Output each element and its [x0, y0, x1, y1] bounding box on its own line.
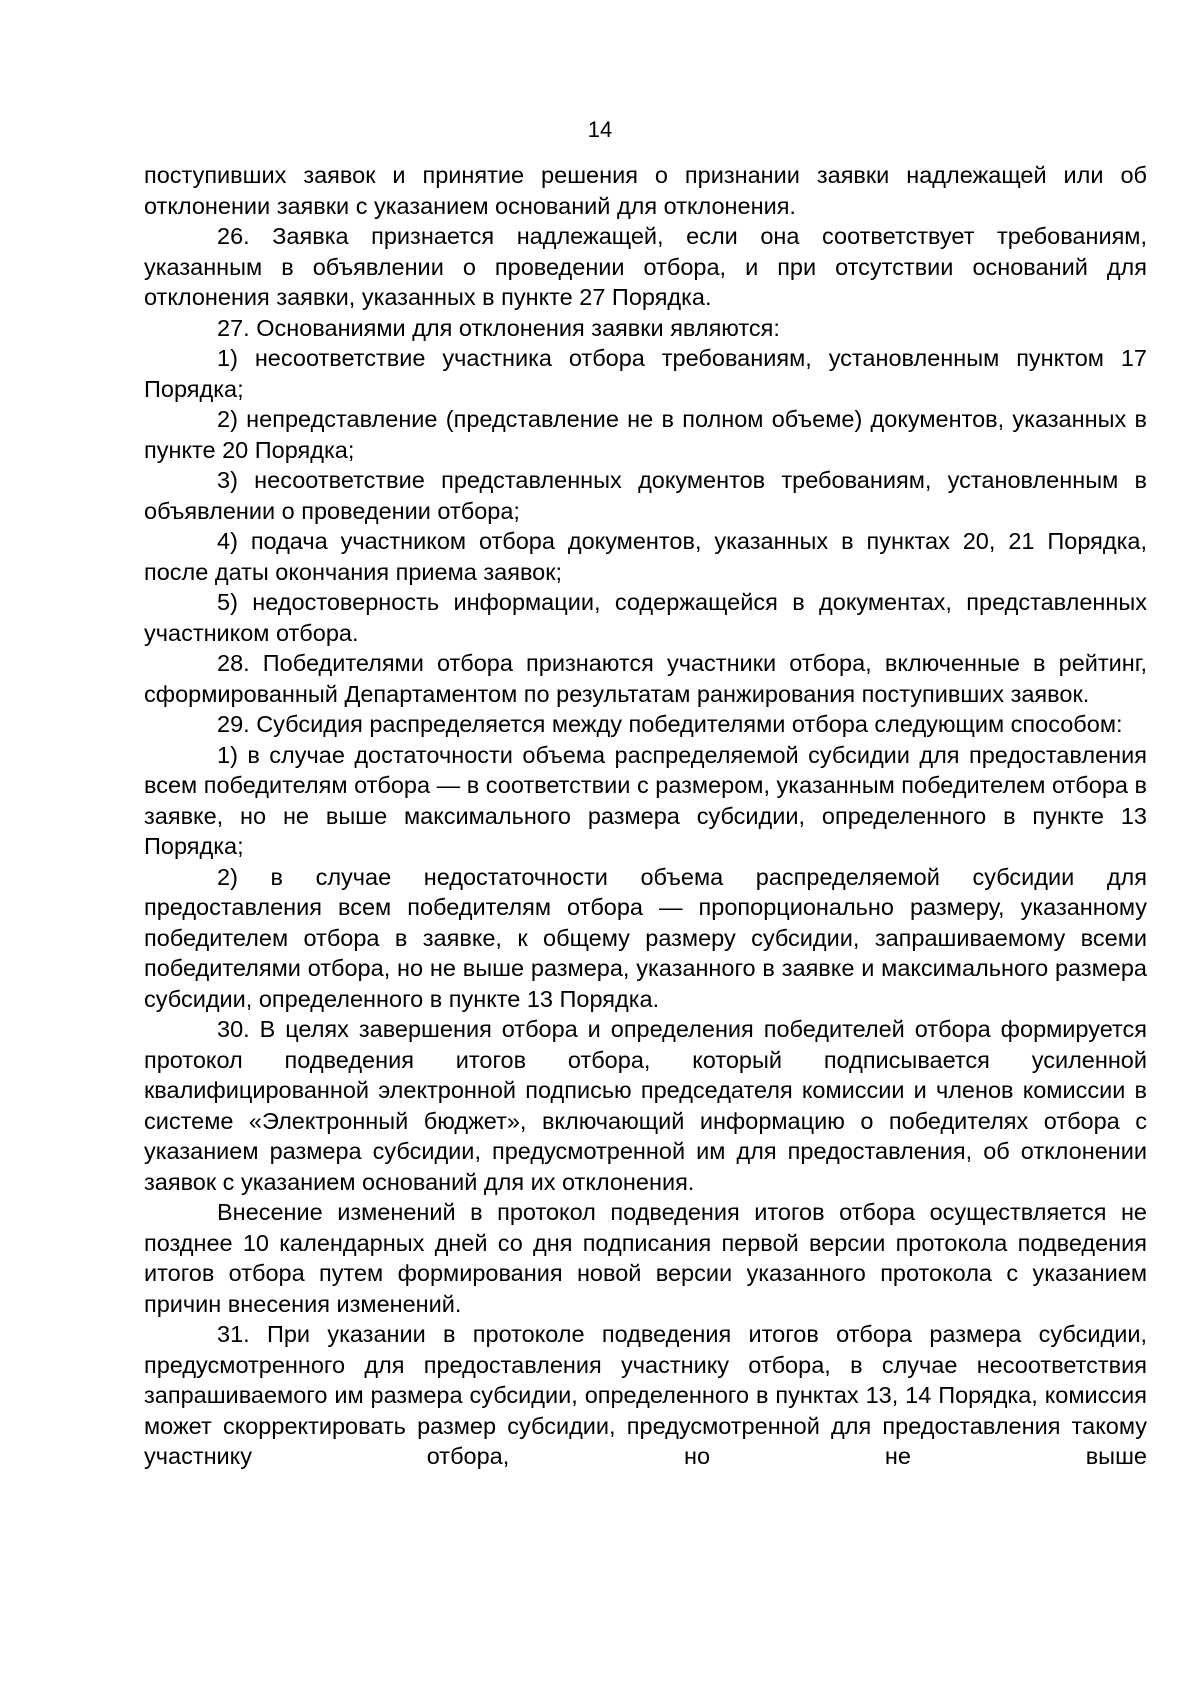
page-number: 14 [587, 117, 613, 142]
paragraph: 2) непредставление (представление не в полном объеме) документов, указанных в пункте 20 Порядка; [144, 406, 1147, 463]
document-body [144, 160, 1147, 1472]
paragraph: 27. Основаниями для отклонения заявки являются: [217, 314, 780, 341]
paragraph: 1) в случае достаточности объема распределяемой субсидии для предоставления всем победителям отбора — в соответствии с размером, указанным победителем отбора в заявке, но не выше максимального размера субсидии, определенного в пункте 13 Порядка; [144, 741, 1147, 859]
paragraph: 4) подача участником отбора документов, указанных в пунктах 20, 21 Порядка, после даты окончания приема заявок; [144, 528, 1147, 585]
paragraph: 29. Субсидия распределяется между победителями отбора следующим способом: [217, 711, 1123, 737]
paragraph: 28. Победителями отбора признаются участники отбора, включенные в рейтинг, сформированный Департаментом по результатам ранжирования поступивших заявок. [144, 650, 1147, 707]
paragraph: 31. При указании в протоколе подведения итогов отбора размера субсидии, предусмотренного для предоставления участнику отбора, в случае несоответствия запрашиваемого им размера субсидии, определенного в пунктах 13, 14 Порядка, комиссия может скорректировать размер субсидии, предусмотренной для предоставления такому участнику отбора, но не выше [144, 1321, 1147, 1469]
paragraph: 3) несоответствие представленных документов требованиям, установленным в объявлении о проведении отбора; [144, 467, 1147, 524]
paragraph: 26. Заявка признается надлежащей, если она соответствует требованиям, указанным в объявлении о проведении отбора, и при отсутствии оснований для отклонения заявки, указанных в пункте 27 Порядка. [144, 223, 1147, 310]
paragraph: 30. В целях завершения отбора и определения победителей отбора формируется протокол подведения итогов отбора, который подписывается усиленной квалифицированной электронной подписью председателя комиссии и членов комиссии в системе «Электронный бюджет», включающий информацию о победителях отбора с указанием размера субсидии, предусмотренной им для предоставления, об отклонении заявок с указанием оснований для их отклонения. [144, 1016, 1147, 1195]
paragraph: 1) несоответствие участника отбора требованиям, установленным пунктом 17 Порядка; [144, 345, 1147, 402]
paragraph: поступивших заявок и принятие решения о признании заявки надлежащей или об отклонении заявки с указанием оснований для отклонения. [144, 162, 1147, 219]
paragraph: Внесение изменений в протокол подведения итогов отбора осуществляется не позднее 10 календарных дней со дня подписания первой версии протокола подведения итогов отбора путем формирования новой версии указанного протокола с указанием причин внесения изменений. [144, 1199, 1147, 1317]
paragraph: 2) в случае недостаточности объема распределяемой субсидии для предоставления всем победителям отбора — пропорционально размеру, указанному победителем отбора в заявке, к общему размеру субсидии, запрашиваемому всеми победителями отбора, но не выше размера, указанного в заявке и максимального размера субсидии, определенного в пункте 13 Порядка. [144, 863, 1147, 1012]
paragraph: 5) недостоверность информации, содержащейся в документах, представленных участником отбора. [144, 589, 1147, 646]
